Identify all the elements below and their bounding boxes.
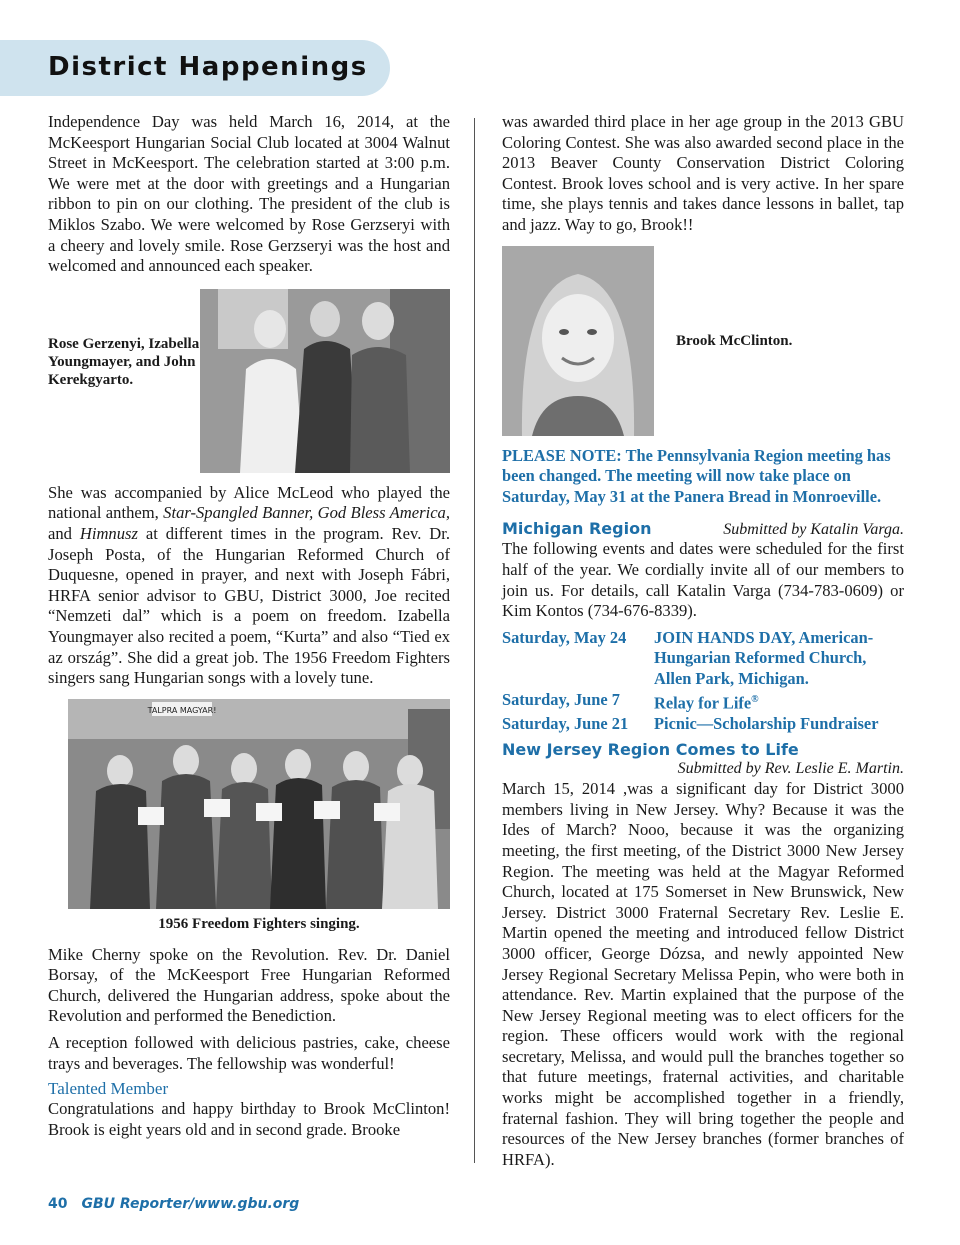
song-title: Himnusz (79, 523, 138, 543)
article-paragraph: Independence Day was held March 16, 2014, at the McKeesport Hungarian Social Club located at 3004 Walnut Street in McKeesport. The celebration started at 3:00 p.m. We were met at the door with greetings and a Hungarian ribbon to pin on our clothing. The president of the club is Miklos Szabo. We were welcomed by Rose Gerzseryi with a cheery and lovely smile. Rose Gerzseryi was the host and welcomed and announced each speaker. (48, 112, 450, 276)
text-run: She was accompanied by Alice McLeod who played the national anthem, (48, 482, 450, 523)
michigan-heading-row (502, 519, 904, 539)
registered-mark: ® (751, 693, 759, 705)
banner-sign-text: TALPRA MAGYAR! (147, 705, 217, 715)
event-date: Saturday, May 24 (502, 627, 627, 647)
text-run: and (48, 523, 80, 543)
photo-illustration (502, 246, 654, 436)
article-paragraph: March 15, 2014 ,was a significant day for District 3000 members living in New Jersey. Why? Because it was the Ides of March? Nooo, because it was the organizing meeting, the first meeting, of the District 3000 New Jersey Region. The meeting was held at the Magyar Reformed Church, located at 175 Somerset in New Brunswick, New Jersey. District 3000 Fraternal Secretary Rev. Leslie E. Martin opened the meeting and introduced fellow District 3000 officer, George Dózsa, and newly appointed New Jersey Regional Secretary Melissa Pepin, who were both in attendance. Rev. Martin explained that the purpose of the New Jersey Regional meeting was to elect officers for the region. These officers would work with the regional secretary, Melissa, and would pull the branches together so that future meetings, fraternal activities, and charitable works might be accomplished together in a friendly, fraternal fashion. They will bring together the people and resources of the New Jersey branches (former branches of HRFA). (502, 779, 904, 1169)
byline: Submitted by Katalin Varga. (723, 521, 904, 539)
song-title: Star-Spangled Banner, God Bless America, (163, 503, 450, 523)
photo-caption: Rose Gerzenyi, Izabella Youngmayer, and John Kerekgyarto. (48, 335, 200, 388)
column-divider (474, 118, 475, 1163)
byline: Submitted by Rev. Leslie E. Martin. (677, 760, 904, 778)
event-name: Picnic—Scholarship Fundraiser (654, 713, 879, 733)
photo-illustration (68, 699, 450, 909)
events-schedule (502, 628, 904, 734)
event-name: JOIN HANDS DAY, American-Hungarian Reformed Church, Allen Park, Michigan. (654, 627, 874, 688)
right-column (502, 112, 904, 1170)
photo-freedom-fighters (68, 699, 450, 909)
publication-name: GBU Reporter/www.gbu.org (81, 1196, 300, 1212)
section-heading: Talented Member (48, 1079, 169, 1099)
photo-caption: Brook McClinton. (676, 332, 793, 349)
article-paragraph: A reception followed with delicious pastries, cake, cheese trays and beverages. The fellowship was wonderful! (48, 1033, 450, 1073)
event-date: Saturday, June 7 (502, 689, 620, 709)
article-paragraph: was awarded third place in her age group in the 2013 GBU Coloring Contest. She was also awarded second place in the 2013 Beaver County Conservation District Coloring Contest. Brook loves school and is very active. In her spare time, she plays tennis and takes dance lessons in ballet, tap and jazz. Way to go, Brook!! (502, 112, 904, 234)
photo-illustration (200, 289, 450, 473)
page-footer (48, 1196, 299, 1212)
notice-banner: PLEASE NOTE: The Pennsylvania Region meeting has been changed. The meeting will now take place on Saturday, May 31 at the Panera Bread in Monroeville. (502, 445, 891, 506)
page-number: 40 (48, 1196, 68, 1212)
section-heading: Michigan Region (502, 519, 652, 539)
event-date: Saturday, June 21 (502, 713, 629, 733)
left-column (48, 112, 450, 1140)
event-name-text: Relay for Life (654, 692, 752, 712)
figure-celebration (48, 289, 450, 473)
event-name (654, 690, 904, 714)
article-paragraph: The following events and dates were scheduled for the first half of the year. We cordially invite all of our members to join us. For details, call Katalin Varga (734-783-0609) or Kim Kontos (734-676-8339). (502, 539, 904, 621)
text-run: at different times in the program. Rev. Dr. Joseph Posta, of the Hungarian Reformed Church of Duquesne, opened in prayer, and next with Joseph Fábri, HRFA senior advisor to GBU, District 3000, Joe recited “Nemzeti dal” which is a poem on freedom. Izabella Youngmayer also recited a poem, “Kurta” and also “Tied ex az ország”. She did a great job. The 1956 Freedom Fighters singers sang Hungarian songs with a lovely tune. (48, 523, 450, 688)
article-paragraph: Mike Cherny spoke on the Revolution. Rev. Dr. Daniel Borsay, of the McKeesport Free Hungarian Reformed Church, delivered the Hungarian address, spoke about the Revolution and performed the Benediction. (48, 944, 450, 1026)
article-paragraph (48, 483, 450, 689)
page-title: District Happenings (48, 52, 368, 82)
photo-celebration-trio (200, 289, 450, 473)
section-heading: New Jersey Region Comes to Life (502, 740, 799, 760)
photo-caption: 1956 Freedom Fighters singing. (158, 915, 360, 932)
figure-brook (502, 246, 904, 436)
article-paragraph: Congratulations and happy birthday to Brook McClinton! Brook is eight years old and in second grade. Brooke (48, 1099, 450, 1139)
photo-brook-mcclinton (502, 246, 654, 436)
